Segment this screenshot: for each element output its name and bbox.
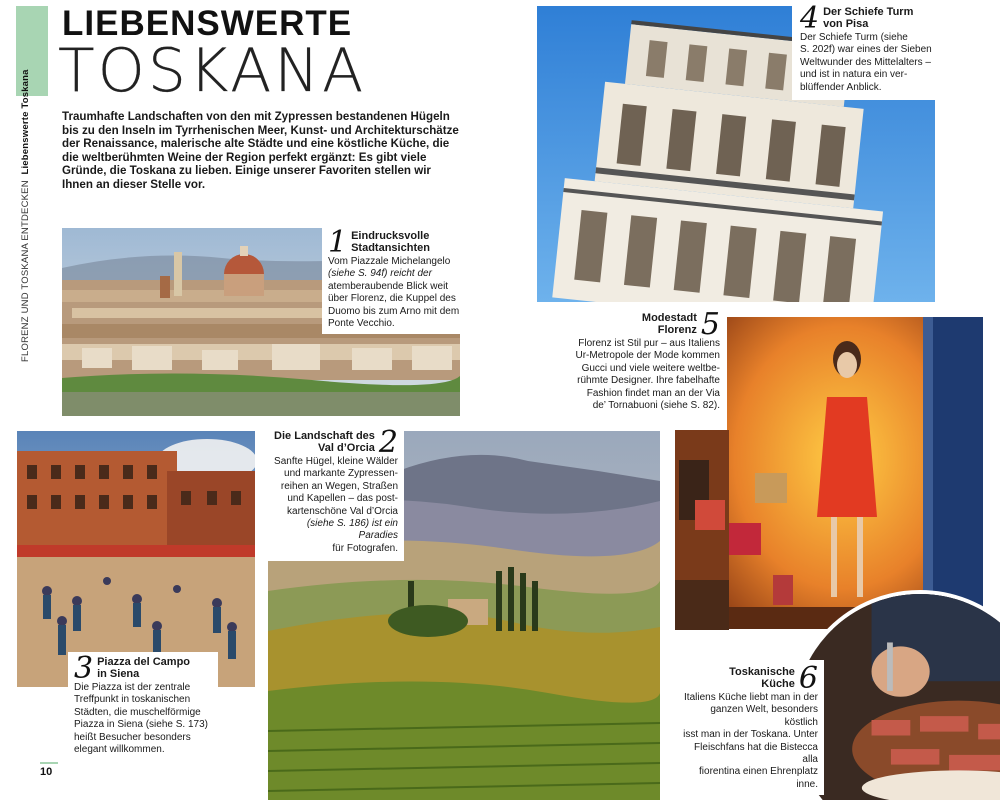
page-number-rule xyxy=(40,762,58,764)
caption-2-number: 2 xyxy=(378,425,398,460)
caption-1-text-line: atemberaubende Blick weit xyxy=(328,280,449,292)
intro-text: Traumhafte Landschaften von den mit Zypressen bestandenen Hügeln bis zu den Inseln im Tyrrhenischen Meer, Kunst- und Architekturschätze der Renaissance, malerische alte Städte und eine köstliche Küche, die die weltberühmten Weine der Region perfekt ergänzt: Es gibt viele Gründe, die Toskana zu lieben. Einige unserer Favoriten stellen wir Ihnen an dieser Stelle vor. xyxy=(62,110,459,191)
caption-1 xyxy=(322,226,468,334)
caption-5-text-line: de’ Tornabuoni (siehe S. 82). xyxy=(592,400,720,412)
caption-6-title-line: Küche xyxy=(761,678,795,691)
caption-5-text-line: Florenz ist Stil pur – aus Italiens xyxy=(578,338,720,349)
caption-6-text-line: Fleischfans hat die Bistecca alla xyxy=(694,741,818,766)
caption-5 xyxy=(560,307,720,412)
caption-1-text-line: über Florenz, die Kuppel des xyxy=(328,293,456,305)
caption-6-text-line: fiorentina einen Ehrenplatz inne. xyxy=(699,766,818,790)
caption-1-number: 1 xyxy=(328,225,348,260)
caption-3-text-line: Die Piazza ist der zentrale xyxy=(74,682,191,693)
caption-1-title-line: Stadtansichten xyxy=(351,242,430,255)
caption-2-title-line: Die Landschaft des xyxy=(274,430,375,442)
caption-3 xyxy=(68,652,218,760)
caption-3-text-line: Treffpunkt in toskanischen xyxy=(74,694,191,706)
caption-2-title-line: Val d’Orcia xyxy=(318,442,375,455)
caption-5-number: 5 xyxy=(700,307,720,342)
caption-4-title-line: Der Schiefe Turm xyxy=(823,6,914,18)
page-title-line1: LIEBENSWERTE xyxy=(62,4,353,43)
caption-6-text-line: Italiens Küche liebt man in der xyxy=(684,692,818,703)
caption-4-number: 4 xyxy=(800,1,820,36)
caption-1-text-line: (siehe S. 94f) reicht der xyxy=(328,268,432,280)
caption-1-title-line: Eindrucksvolle xyxy=(351,230,430,242)
caption-5-text-line: Ur-Metropole der Mode kommen xyxy=(575,350,720,362)
caption-6 xyxy=(674,660,824,795)
caption-4-title-line: von Pisa xyxy=(823,18,869,31)
running-head-section: FLORENZ UND TOSKANA ENTDECKEN xyxy=(20,180,31,362)
caption-3-title-line: in Siena xyxy=(97,668,140,681)
caption-2 xyxy=(262,426,404,561)
photo-fashion-window xyxy=(727,317,983,629)
caption-2-text-line: für Fotografen. xyxy=(332,542,398,554)
caption-5-text-line: Gucci und viele weitere weltbe- xyxy=(581,362,720,374)
caption-2-text-line: und markante Zypressen- xyxy=(284,468,398,480)
caption-2-text-line: kartenschöne Val d’Orcia xyxy=(287,505,398,517)
running-head xyxy=(20,69,60,362)
caption-3-text-line: Piazza in Siena (siehe S. 173) xyxy=(74,719,208,731)
caption-1-text-line: Vom Piazzale Michelangelo xyxy=(328,256,451,267)
caption-5-title-line: Florenz xyxy=(657,324,697,337)
caption-2-text-line: reihen an Wegen, Straßen xyxy=(280,480,398,492)
caption-1-text-line: Ponte Vecchio. xyxy=(328,318,395,330)
caption-4-text-line: Weltwunder des Mittelalters – xyxy=(800,56,931,68)
caption-3-text-line: heißt Besucher besonders xyxy=(74,731,191,743)
caption-3-title-line: Piazza del Campo xyxy=(97,656,191,668)
caption-5-title-line: Modestadt xyxy=(641,312,697,324)
caption-5-text-line: Fashion findet man an der Via xyxy=(586,387,720,399)
caption-6-text-line: isst man in der Toskana. Unter xyxy=(683,729,818,741)
photo-fashion-window-left xyxy=(675,430,729,630)
caption-4-text-line: blüffender Anblick. xyxy=(800,81,882,93)
caption-1-text-line: Duomo bis zum Arno mit dem xyxy=(328,305,460,317)
caption-3-text-line: elegant willkommen. xyxy=(74,744,165,756)
caption-4-text-line: Der Schiefe Turm (siehe xyxy=(800,32,908,43)
caption-4-text-line: S. 202f) war eines der Sieben xyxy=(800,44,932,56)
running-head-chapter: Liebenswerte Toskana xyxy=(20,69,31,175)
caption-3-number: 3 xyxy=(74,651,94,686)
page-number: 10 xyxy=(40,766,53,778)
caption-4-text-line: und ist in natura ein ver- xyxy=(800,69,908,81)
caption-2-text-line: (siehe S. 186) ist ein Paradies xyxy=(306,518,398,542)
page-title-line2: TOSKANA xyxy=(58,36,367,106)
caption-2-text-line: und Kapellen – das post- xyxy=(287,493,398,505)
caption-6-text-line: ganzen Welt, besonders köstlich xyxy=(710,704,818,728)
photo-piazza-del-campo xyxy=(17,431,255,687)
caption-2-text-line: Sanfte Hügel, kleine Wälder xyxy=(274,456,398,467)
caption-6-number: 6 xyxy=(798,661,818,696)
caption-6-title-line: Toskanische xyxy=(729,666,795,678)
caption-4 xyxy=(792,2,942,100)
caption-5-text-line: rühmte Designer. Ihre fabelhafte xyxy=(577,375,720,387)
caption-3-text-line: Städten, die muschelförmige xyxy=(74,706,201,718)
